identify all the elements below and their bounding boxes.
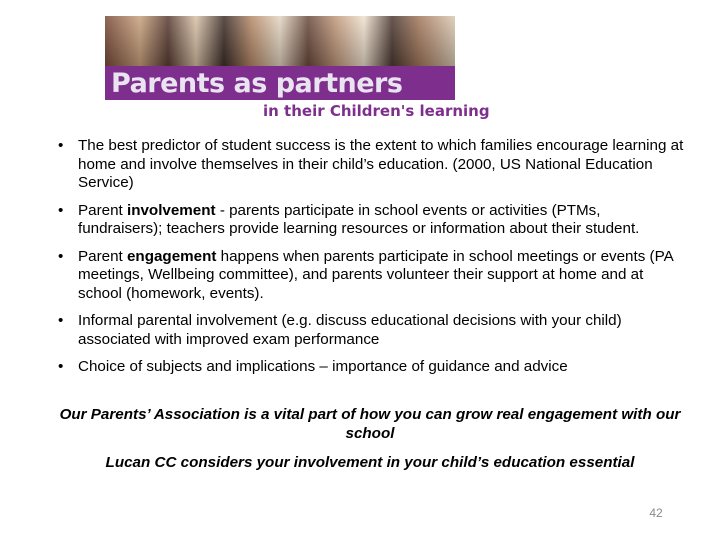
banner-image	[105, 16, 490, 124]
bullet-keyword: involvement	[126, 201, 216, 219]
bullet-icon: •	[58, 247, 64, 265]
bullet-text-prefix: Parent	[78, 201, 127, 219]
list-item	[58, 202, 688, 239]
school-statement: Lucan CC considers your involvement in your child’s education essential	[105, 454, 635, 471]
family-photo-collage	[105, 16, 455, 66]
bullet-icon: •	[58, 358, 64, 375]
bullet-keyword: engagement	[126, 247, 217, 265]
bullet-text-suffix: - parents participate in school events or activities (PTMs, fundraisers); teachers provide learning resources or information about their student.	[78, 201, 640, 237]
banner-title: Parents as partners	[111, 68, 403, 99]
bullet-icon: •	[58, 312, 64, 329]
bullet-icon: •	[58, 201, 64, 219]
banner-subtitle: in their Children's learning	[263, 102, 490, 120]
bullet-text-suffix: happens when parents participate in school meetings or events (PA meetings, Wellbeing committee), and parents volunteer their support at home and at school (homework, events).	[78, 247, 673, 302]
bullet-icon: •	[58, 137, 64, 154]
bullet-text: Choice of subjects and implications – importance of guidance and advice	[78, 358, 568, 375]
bullet-text: The best predictor of student success is the extent to which families encourage learning at home and involve themselves in their child’s education. (2000, US National Education Service)	[78, 137, 684, 191]
parents-association-statement: Our Parents’ Association is a vital part of how you can grow real engagement with our school	[59, 406, 681, 442]
list-item	[58, 137, 688, 193]
bullet-text: Informal parental involvement (e.g. discuss educational decisions with your child) associated with improved exam performance	[78, 312, 622, 348]
page-number: 42	[649, 506, 663, 520]
list-item	[58, 248, 688, 304]
bullet-list	[58, 137, 688, 386]
list-item	[58, 312, 688, 349]
list-item	[58, 358, 688, 377]
bullet-text-prefix: Parent	[78, 247, 127, 265]
